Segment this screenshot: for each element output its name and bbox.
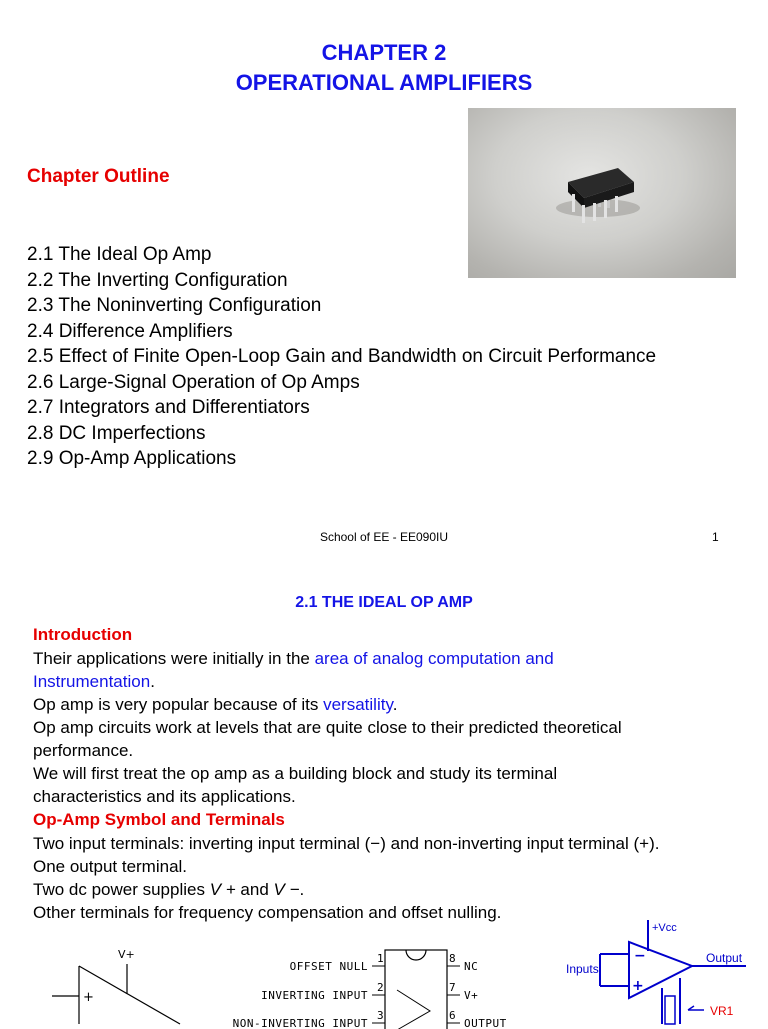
plus-label: + bbox=[632, 978, 644, 994]
outline-item: 2.7 Integrators and Differentiators bbox=[27, 397, 310, 418]
intro-line: We will first treat the op amp as a building block and study its terminal bbox=[33, 764, 558, 783]
inputs-label: Inputs bbox=[566, 962, 599, 976]
page-number: 1 bbox=[712, 530, 719, 544]
intro-line: Their applications were initially in the area of analog computation and bbox=[33, 649, 554, 668]
intro-line: Op amp is very popular because of its versatility. bbox=[33, 695, 398, 714]
vplus-label: V+ bbox=[118, 948, 135, 961]
pinout-diagram bbox=[222, 946, 507, 1029]
circuit-diagram bbox=[560, 916, 768, 1024]
pinout-figure bbox=[222, 946, 507, 1029]
pin1-label: OFFSET NULL bbox=[289, 960, 368, 973]
intro-line: performance. bbox=[33, 741, 134, 760]
intro-line: Instrumentation. bbox=[33, 672, 155, 691]
symbol-line: One output terminal. bbox=[33, 857, 188, 876]
outline-item: 2.1 The Ideal Op Amp bbox=[27, 244, 212, 265]
symbol-line: Two dc power supplies V + and V −. bbox=[33, 880, 305, 899]
intro-line: Op amp circuits work at levels that are quite close to their predicted theoretical bbox=[33, 718, 622, 737]
outline-item: 2.5 Effect of Finite Open-Loop Gain and Bandwidth on Circuit Performance bbox=[27, 346, 657, 367]
pin7-number: 7 bbox=[449, 981, 457, 994]
symbol-heading: Op-Amp Symbol and Terminals bbox=[33, 810, 285, 829]
op-amp-symbol-figure bbox=[40, 944, 220, 1024]
pin3-label: NON-INVERTING INPUT bbox=[232, 1017, 368, 1029]
minus-label: − bbox=[634, 948, 646, 964]
outline-item: 2.2 The Inverting Configuration bbox=[27, 269, 288, 291]
chip-illustration bbox=[468, 108, 736, 278]
pin1-number: 1 bbox=[377, 952, 385, 965]
intro-line: characteristics and its applications. bbox=[33, 787, 296, 806]
circuit-figure bbox=[560, 916, 768, 1024]
outline-item: 2.9 Op-Amp Applications bbox=[27, 448, 237, 469]
intro-heading: Introduction bbox=[33, 625, 133, 644]
symbol-line: Two input terminals: inverting input terminal (−) and non-inverting input terminal (+). bbox=[33, 834, 660, 853]
chapter-title: CHAPTER 2 bbox=[321, 40, 447, 65]
pin6-number: 6 bbox=[449, 1009, 457, 1022]
symbol-line: Other terminals for frequency compensation and offset nulling. bbox=[33, 903, 502, 922]
outline-item: 2.4 Difference Amplifiers bbox=[27, 320, 233, 342]
vcc-label: +Vcc bbox=[652, 922, 677, 934]
outline-item: 2.3 The Noninverting Configuration bbox=[27, 295, 322, 316]
pin3-number: 3 bbox=[377, 1009, 385, 1022]
chapter-subtitle: OPERATIONAL AMPLIFIERS bbox=[235, 70, 533, 95]
op-amp-symbol-diagram bbox=[40, 944, 220, 1024]
pin2-label: INVERTING INPUT bbox=[261, 989, 368, 1002]
plus-label: + bbox=[83, 990, 94, 1005]
output-label: Output bbox=[706, 951, 743, 965]
highlight-text: area of analog computation and bbox=[314, 649, 554, 668]
section-title: 2.1 THE IDEAL OP AMP bbox=[295, 594, 473, 611]
op-amp-chip-photo bbox=[468, 108, 736, 278]
outline-item: 2.8 DC Imperfections bbox=[27, 422, 206, 444]
slide-footer: School of EE - EE090IU bbox=[319, 530, 449, 544]
vr1-label: VR1 bbox=[710, 1004, 734, 1018]
pin8-number: 8 bbox=[449, 952, 457, 965]
pin7-label: V+ bbox=[464, 989, 479, 1002]
highlight-text: versatility bbox=[323, 695, 393, 714]
pin8-label: NC bbox=[464, 960, 479, 973]
outline-item: 2.6 Large-Signal Operation of Op Amps bbox=[27, 371, 360, 393]
outline-heading: Chapter Outline bbox=[27, 166, 170, 187]
pin2-number: 2 bbox=[377, 981, 385, 994]
highlight-text: Instrumentation bbox=[33, 672, 151, 691]
pin6-label: OUTPUT bbox=[464, 1017, 507, 1029]
